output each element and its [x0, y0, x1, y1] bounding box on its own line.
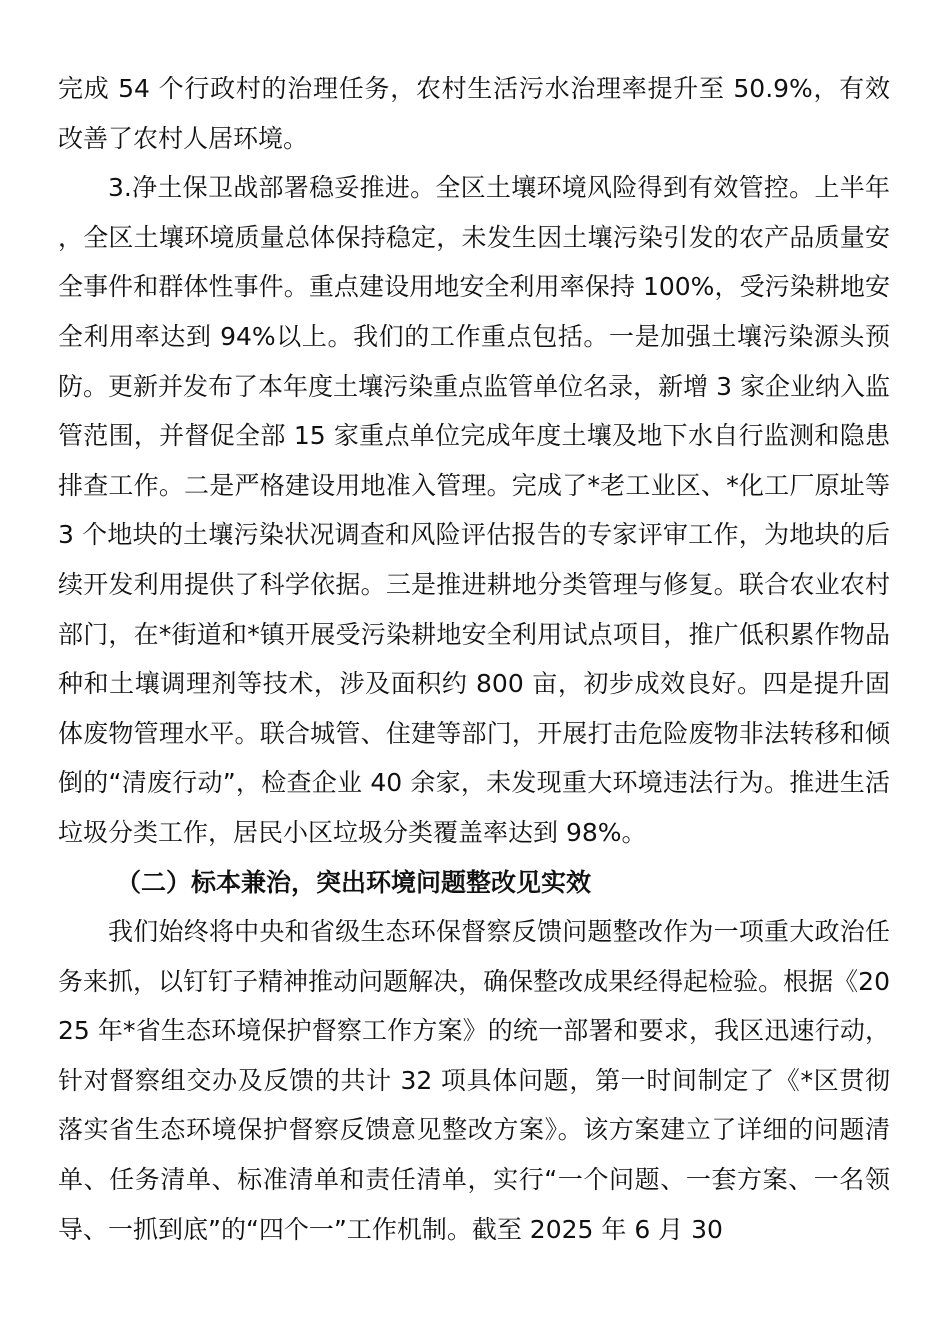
document-body — [58, 64, 890, 1254]
section-subheading: （二）标本兼治，突出环境问题整改见实效 — [116, 867, 592, 897]
paragraph-inspection-rectification: 我们始终将中央和省级生态环保督察反馈问题整改作为一项重大政治任务来抓，以钉钉子精神推动问题解决，确保整改成果经得起检验。根据《2025 年*省生态环境保护督察工作方案》的统一部署和要求，我区迅速行动，针对督察组交办及反馈的共计 32 项具体问题，第一时间制定了《*区贯彻落实省生态环境保护督察反馈意见整改方案》。该方案建立了详细的问题清单、任务清单、标准清单和责任清单，实行“一个问题、一套方案、一名领导、一抓到底”的“四个一”工作机制。截至 2025 年 6 月 30 — [58, 917, 890, 1244]
paragraph-soil-protection: 3.净土保卫战部署稳妥推进。全区土壤环境风险得到有效管控。上半年，全区土壤环境质量总体保持稳定，未发生因土壤污染引发的农产品质量安全事件和群体性事件。重点建设用地安全利用率保持 100%，受污染耕地安全利用率达到 94%以上。我们的工作重点包括。一是加强土壤污染源头预防。更新并发布了本年度土壤污染重点监管单位名录，新增 3 家企业纳入监管范围，并督促全部 15 家重点单位完成年度土壤及地下水自行监测和隐患排查工作。二是严格建设用地准入管理。完成了*老工业区、*化工厂原址等 3 个地块的土壤污染状况调查和风险评估报告的专家评审工作，为地块的后续开发利用提供了科学依据。三是推进耕地分类管理与修复。联合农业农村部门，在*街道和*镇开展受污染耕地安全利用试点项目，推广低积累作物品种和土壤调理剂等技术，涉及面积约 800 亩，初步成效良好。四是提升固体废物管理水平。联合城管、住建等部门，开展打击危险废物非法转移和倾倒的“清废行动”，检查企业 40 余家，未发现重大环境违法行为。推进生活垃圾分类工作，居民小区垃圾分类覆盖率达到 98%。 — [58, 173, 890, 847]
paragraph-sewage-treatment: 完成 54 个行政村的治理任务，农村生活污水治理率提升至 50.9%，有效改善了农村人居环境。 — [58, 74, 890, 153]
